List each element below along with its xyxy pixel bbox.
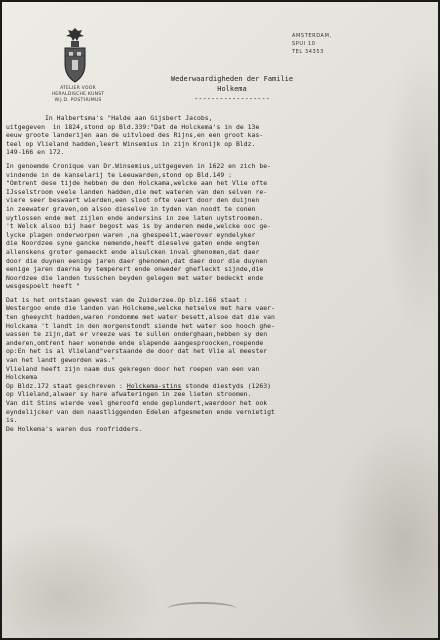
address-block (292, 32, 332, 56)
body-line: Holckama 't landt in den morgenstondt siende het water soo hooch ghe- (6, 321, 275, 330)
body-line: wesgespoelt heeft " (6, 282, 81, 291)
body-line: op:En het is al Vlieland"verstaande de door dat het Vlie al meester (6, 347, 268, 356)
atelier-line: W.J.D. POSTHUMUS (54, 98, 102, 103)
body-line: uitgegeven in 1824,stond op Bld.339:"Dat de Holckema's in de 13e (6, 122, 260, 131)
body-line: Vlieland heeft zijn naam dus gekregen door het roepen van een van (6, 364, 260, 373)
body-line: wassen te zijn,dat er vreeze was te sullen onderghaan,hebben sy den (6, 330, 268, 339)
body-line: eeuw groote landerijen aan de uitvloed des Rijns,en een groot kas- (6, 131, 264, 140)
body-line: op Vlieland,alwaer sy hare afwateringen in zee lieten stroomen. (6, 390, 252, 399)
title-line: Wederwaardigheden der Familie (170, 75, 294, 83)
body-line: In Halbertsma's "Halde aan Gijsbert Jacobs, (6, 114, 213, 122)
atelier-line: HERALDISCHE KUNST (51, 92, 105, 97)
document-title (162, 74, 302, 104)
body-line: viere seer beswaart wierden,een sloot ofte vaert door den duijnen (6, 196, 260, 205)
paper-stain (332, 422, 438, 638)
body-line: is. (6, 416, 18, 425)
atelier-line: ATELIER VOOR (60, 86, 96, 91)
paper-fold-mark (167, 602, 237, 616)
underlined-term: Holckema-stins (126, 381, 182, 390)
body-line: teel op Vlieland hadden,leert Winsemius in zijn Kronijk op Bldz. (6, 139, 256, 148)
body-line: IJsselstroom veele landen hadden,die met wateren van den selven re- (6, 187, 268, 196)
body-line: 149-166 en 172. (6, 148, 65, 157)
body-line: "Omtrent dese tijde hebben de den Holckama,welcke aan het Vlie ofte (6, 179, 268, 188)
document-page (2, 2, 438, 638)
title-line: Holkema (217, 85, 247, 93)
body-line: allenskens groter gemaeckt ende alsulcken inval ghenomen,dat daer (6, 247, 260, 256)
document-body (6, 114, 434, 433)
body-line: Holckema (6, 373, 38, 382)
heraldic-crest-icon (60, 26, 90, 84)
body-line: Noordzee die landen tusschen beyden gelegen met water bedeckt ende (6, 273, 264, 282)
body-line: Op Bldz.172 staat geschreven : Holckema-stins stonde diestyds (1263) (6, 381, 272, 390)
address-line: AMSTERDAM, (292, 33, 332, 39)
address-line: TEL 34353 (292, 49, 324, 55)
body-line: van het landt geworden was." (6, 356, 116, 365)
body-line: door die duynen eenige jaren daer ghenomen,dat daer door die duynen (6, 256, 268, 265)
atelier-letterhead (40, 86, 116, 104)
body-line: Dat is het ontstaan gewest van de Zuiderzee.Op blz.166 staat : (6, 295, 248, 304)
body-line: uytlossen ende met zijlen ende andersins in zee laten uytstroomen. (6, 213, 264, 222)
title-rule: ------------------ (194, 95, 270, 103)
address-line: SPUI 10 (292, 41, 316, 47)
body-line: De Holkema's waren dus roofridders. (6, 424, 143, 433)
body-line: 't Welck alsoo bij haer begost was is by anderen mede,welcke ooc ge- (6, 222, 272, 231)
body-line: Westergoo ende die landen van Holckeme,welcke hetselve met hare vaer- (6, 304, 275, 313)
body-line: Van dit Stins wierde veel gheroofd ende geplundert,waerdoor het ook (6, 399, 268, 407)
body-line: eyndelijcker van den naastliggenden Edelen afgesmeten ende vernietigt (6, 407, 275, 416)
body-line: In genoemde Cronique van Dr.Winsemius,uitgegeven in 1622 en zich be- (6, 161, 272, 170)
body-line: ten gheeycht hadden,waren rondomme met water besett,alsoe dat die van (6, 313, 275, 322)
body-line: lycke plagen onderworpen waren ,na ghespeelt,waerover eyndelyker (6, 230, 256, 239)
body-line: in zeewater graven,om alsoo dieselve in tyden van noodt te conen (6, 204, 256, 213)
body-line: die Noordzee syne gancke nemende,heeft dieselve gaten ende engten (6, 239, 260, 248)
body-line: eenige jaren daerna by temperert ende onweder ghefleckt sijnde,die (6, 265, 264, 274)
body-line: anderen,omtrent haer wonende ende slapende aangesproocken,roepende (6, 338, 264, 347)
paper-stain (2, 522, 162, 638)
body-line: vindende in de kanselarij te Leeuwarden,stond op Bld.149 : (6, 170, 233, 179)
